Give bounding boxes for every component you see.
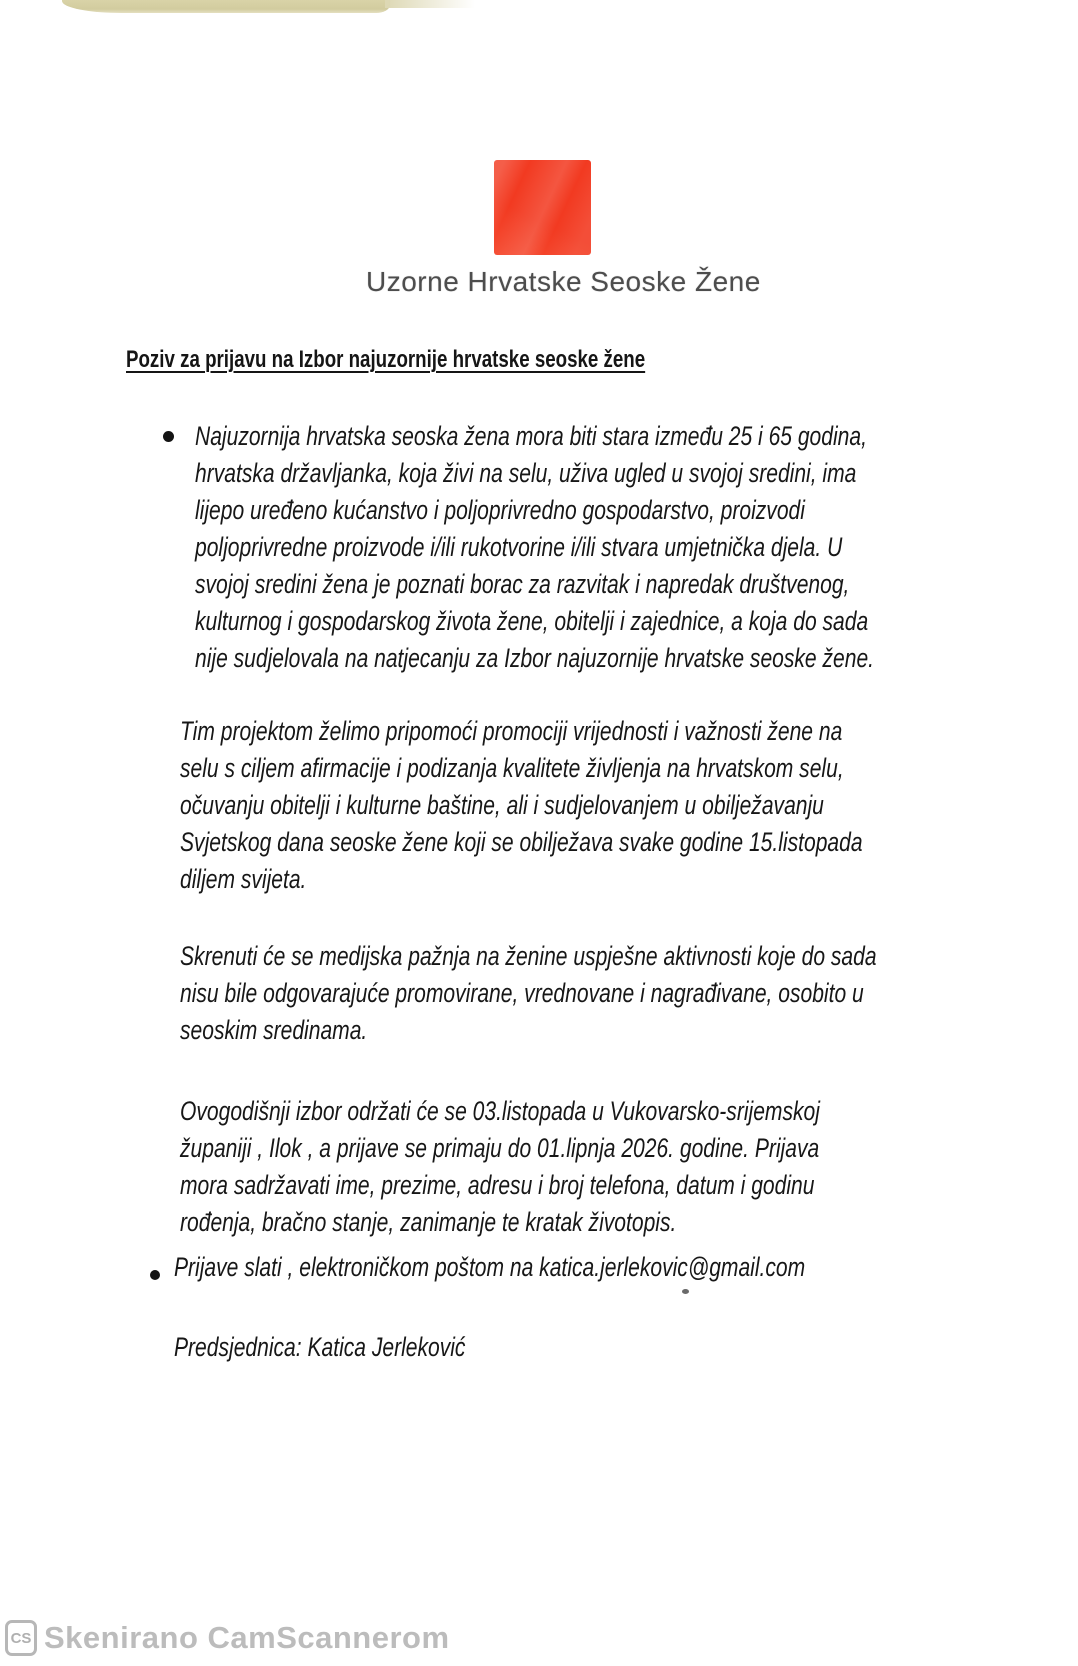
body-text-line: mora sadržavati ime, prezime, adresu i broj telefona, datum i godinu	[180, 1170, 815, 1200]
signature-line	[174, 1329, 548, 1366]
bullet-dot	[163, 431, 174, 442]
body-text-line: selu s ciljem afirmacije i podizanja kvalitete življenja na hrvatskom selu,	[180, 753, 844, 783]
camscanner-watermark	[5, 1620, 450, 1656]
application-email-line	[174, 1249, 983, 1286]
body-text-line: nisu bile odgovarajuće promovirane, vrednovane i nagrađivane, osobito u	[180, 978, 864, 1008]
body-text-line: seoskim sredinama.	[180, 1015, 368, 1045]
body-text-line: svojoj sredini žena je poznati borac za razvitak i napredak društvenog,	[195, 569, 850, 599]
body-text-line: očuvanju obitelji i kulturne baštine, ali i sudjelovanjem u obilježavanju	[180, 790, 824, 820]
media-attention-paragraph	[180, 938, 1073, 1049]
camscanner-badge-icon: CS	[5, 1620, 37, 1656]
camscanner-watermark-text: Skenirano CamScannerom	[44, 1620, 450, 1655]
scan-edge-artifact-fade	[385, 0, 475, 8]
event-details-paragraph	[180, 1093, 1000, 1241]
body-text-line: Ovogodišnji izbor održati će se 03.listopada u Vukovarsko-srijemskoj	[180, 1096, 820, 1126]
eligibility-bullet-paragraph	[195, 418, 1066, 677]
body-text-line: Skrenuti će se medijska pažnja na ženine uspješne aktivnosti koje do sada	[180, 941, 877, 971]
logo-caption: Uzorne Hrvatske Seoske Žene	[366, 266, 761, 297]
body-text-line: Svjetskog dana seoske žene koji se obilježava svake godine 15.listopada	[180, 827, 863, 857]
body-text-line: nije sudjelovala na natjecanju za Izbor najuzornije hrvatske seoske žene.	[195, 643, 875, 673]
scan-stray-mark	[682, 1289, 689, 1294]
body-text-line: poljoprivredne proizvode i/ili rukotvorine i/ili stvara umjetnička djela. U	[195, 532, 843, 562]
body-text-line: Tim projektom želimo pripomoći promociji vrijednosti i važnosti žene na	[180, 716, 843, 746]
body-text-line: rođenja, bračno stanje, zanimanje te kratak životopis.	[180, 1207, 677, 1237]
body-text-line: županiji , Ilok , a prijave se primaju do 01.lipnja 2026. godine. Prijava	[180, 1133, 820, 1163]
body-text-line: Predsjednica: Katica Jerleković	[174, 1332, 466, 1362]
body-text-line: kulturnog i gospodarskog života žene, obitelji i zajednice, a koja do sada	[195, 606, 869, 636]
body-text-line: Najuzornija hrvatska seoska žena mora biti stara između 25 i 65 godina,	[195, 421, 867, 451]
body-text-line: lijepo uređeno kućanstvo i poljoprivredno gospodarstvo, proizvodi	[195, 495, 805, 525]
bullet-dot	[150, 1270, 160, 1280]
body-text-line: Prijave slati , elektroničkom poštom na katica.jerlekovic@gmail.com	[174, 1252, 806, 1282]
scan-edge-artifact	[62, 0, 390, 13]
document-title: Poziv za prijavu na Izbor najuzornije hrvatske seoske žene	[126, 346, 646, 373]
body-text-line: diljem svijeta.	[180, 864, 307, 894]
organization-logo-red-square	[494, 160, 591, 255]
body-text-line: hrvatska državljanka, koja živi na selu, uživa ugled u svojoj sredini, ima	[195, 458, 857, 488]
project-goal-paragraph	[180, 713, 1055, 898]
